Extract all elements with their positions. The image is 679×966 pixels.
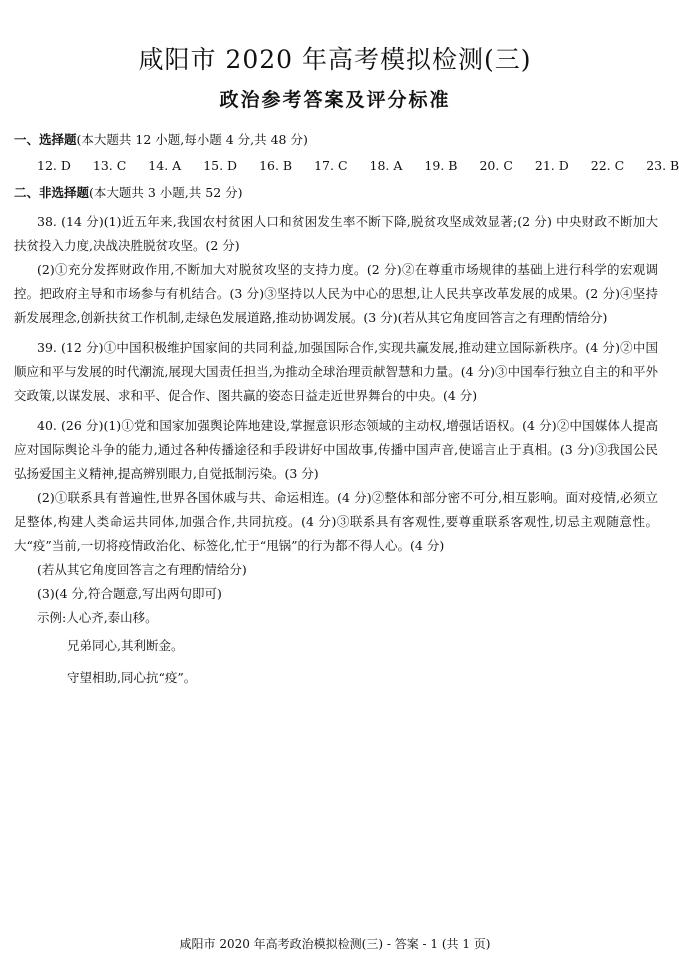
question-38-part1: 38. (14 分)(1)近五年来,我国农村贫困人口和贫困发生率不断下降,脱贫攻坚成效显著;(2 分) 中央财政不断加大扶贫投入力度,决战决胜脱贫攻坚。(2 分) — [14, 214, 658, 253]
choice-answer: 18. A — [369, 158, 403, 173]
question-39-answer: 39. (12 分)①中国积极维护国家间的共同利益,加强国际合作,实现共赢发展,推动建立国际新秩序。(4 分)②中国顺应和平与发展的时代潮流,展现大国责任担当,为推动全球治理贡献智慧和力量。(4 分)③中国奉行独立自主的和平外交政策,以谋发展、求和平、促合作、图共赢的姿态日益走近世界舞台的中央。(4 分) — [14, 340, 658, 403]
question-40 — [14, 414, 658, 694]
section-choice-label: 一、选择题 — [14, 132, 77, 147]
section-essay-heading — [14, 181, 658, 204]
question-39 — [14, 336, 658, 408]
question-40-example: 兄弟同心,其利断金。 — [67, 638, 184, 653]
choice-answer: 19. B — [424, 158, 458, 173]
choice-answer: 17. C — [314, 158, 348, 173]
section-essay-label: 二、非选择题 — [14, 185, 90, 200]
page-title: 咸阳市 2020 年高考模拟检测(三) — [138, 45, 532, 74]
question-38-part2: (2)①充分发挥财政作用,不断加大对脱贫攻坚的支持力度。(2 分)②在尊重市场规律的基础上进行科学的宏观调控。把政府主导和市场参与有机结合。(3 分)③坚持以人民为中心的思想,让人民共享改革发展的成果。(2 分)④坚持新发展理念,创新扶贫工作机制,走绿色发展道路,推动协调发展。(3 分)(若从其它角度回答言之有理酌情给分) — [14, 262, 658, 325]
choice-answer: 23. B — [646, 158, 679, 173]
section-choice-note: (本大题共 12 小题,每小题 4 分,共 48 分) — [76, 132, 308, 147]
choice-answer: 21. D — [534, 158, 569, 173]
choice-answer: 15. D — [203, 158, 238, 173]
page-footer: 咸阳市 2020 年高考政治模拟检测(三) - 答案 - 1 (共 1 页) — [179, 937, 491, 951]
choice-answer: 13. C — [92, 158, 127, 173]
question-40-example: 守望相助,同心抗“疫”。 — [67, 670, 197, 685]
section-essay-note: (本大题共 3 小题,共 52 分) — [89, 185, 243, 200]
question-40-example-lead: 示例:人心齐,泰山移。 — [37, 610, 158, 625]
section-choice-heading — [14, 128, 658, 151]
choice-answer: 12. D — [37, 158, 71, 173]
question-40-note: (若从其它角度回答言之有理酌情给分) — [37, 562, 247, 577]
choice-answer: 22. C — [590, 158, 625, 173]
choice-answer-list — [14, 151, 679, 181]
question-40-part1: 40. (26 分)(1)①党和国家加强舆论阵地建设,掌握意识形态领域的主动权,增强话语权。(4 分)②中国媒体人提高应对国际舆论斗争的能力,通过各种传播途径和手段讲好中国故事,传播中国声音,使谣言止于真相。(3 分)③我国公民弘扬爱国主义精神,提高辨别眼力,自觉抵制污染。(3 分) — [14, 418, 658, 481]
answer-content — [14, 128, 679, 694]
question-40-part2: (2)①联系具有普遍性,世界各国休戚与共、命运相连。(4 分)②整体和部分密不可分,相互影响。面对疫情,必须立足整体,构建人类命运共同体,加强合作,共同抗疫。(4 分)③联系具有客观性,要尊重联系客观性,切忌主观随意性。大“疫”当前,一切将疫情政治化、标签化,忙于“甩锅”的行为都不得人心。(4 分) — [14, 490, 658, 553]
choice-answer: 14. A — [148, 158, 182, 173]
choice-answer: 20. C — [479, 158, 513, 173]
question-40-part3: (3)(4 分,符合题意,写出两句即可) — [37, 586, 222, 601]
question-38 — [14, 210, 658, 330]
page-subtitle: 政治参考答案及评分标准 — [219, 89, 451, 111]
choice-answer: 16. B — [259, 158, 293, 173]
